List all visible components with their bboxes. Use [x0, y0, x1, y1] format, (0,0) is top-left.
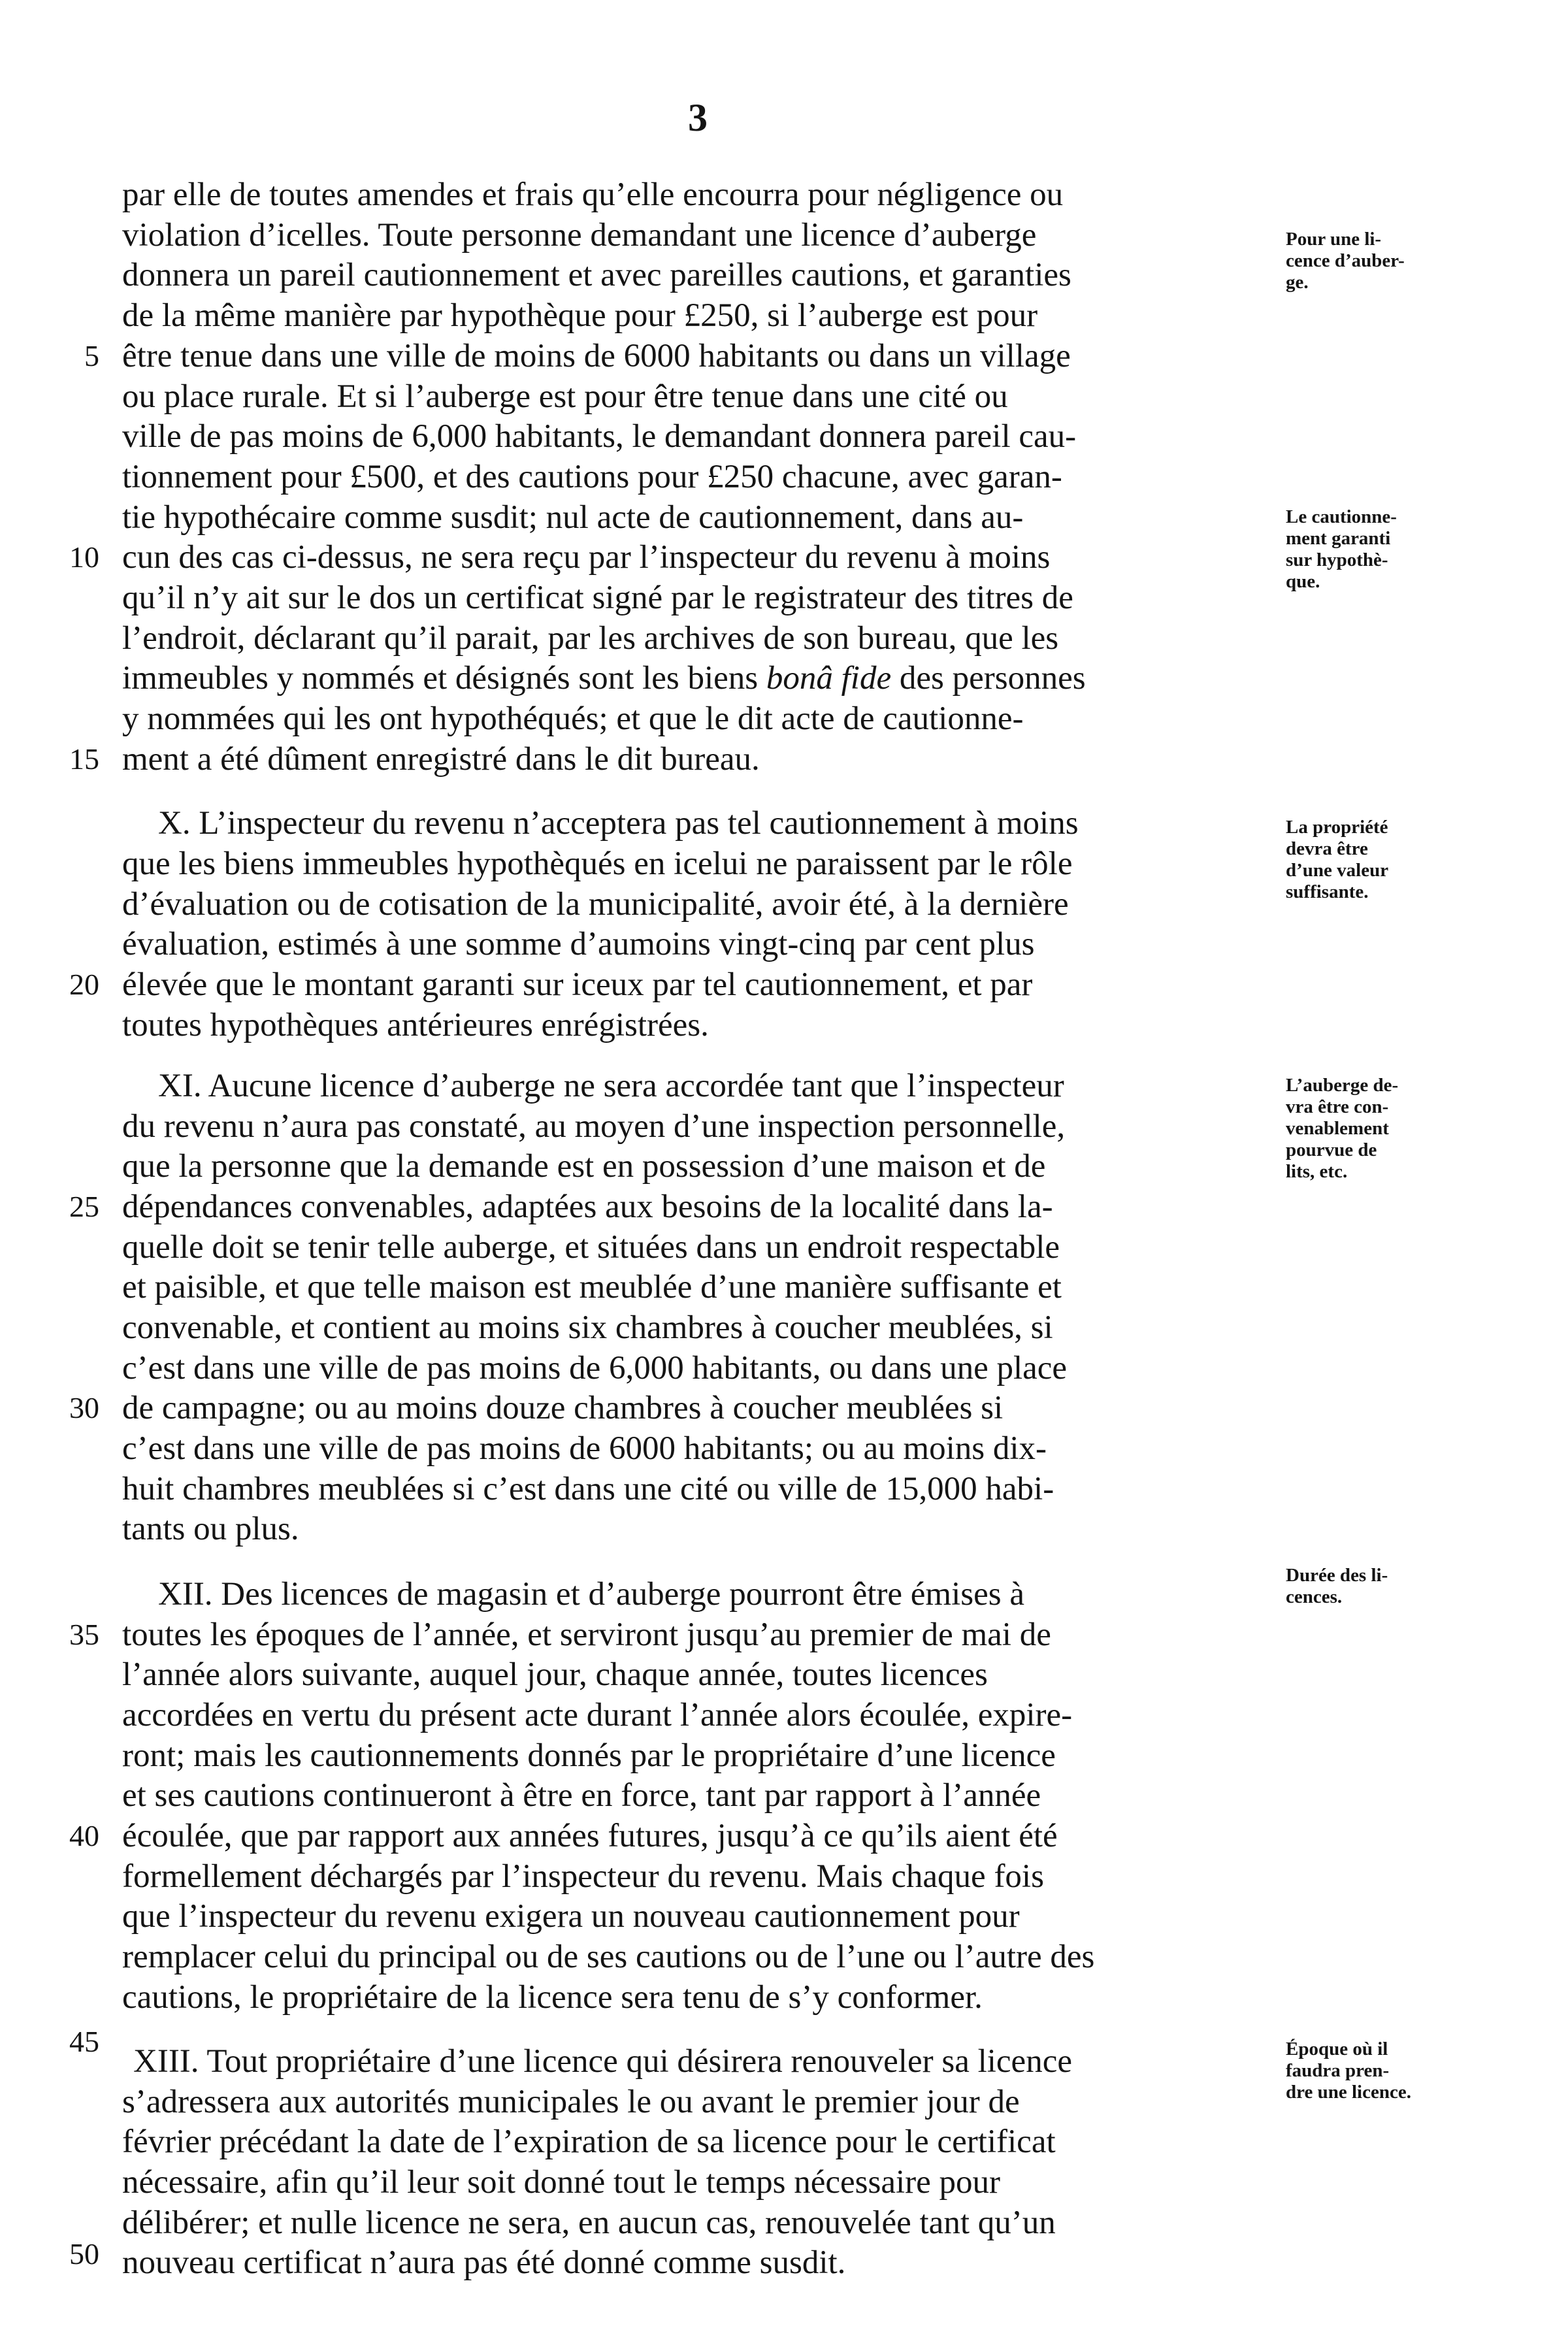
margin-note: suffisante.: [1286, 881, 1369, 902]
text-line: donnera un pareil cautionnement et avec pareilles cautions, et garanties: [122, 257, 1071, 293]
margin-note: d’une valeur: [1286, 860, 1389, 881]
text-line: que les biens immeubles hypothèqués en icelui ne paraissent par le rôle: [122, 845, 1073, 882]
margin-note: faudra pren-: [1286, 2060, 1390, 2081]
text-line: tants ou plus.: [122, 1511, 299, 1547]
text-line: accordées en vertu du présent acte durant l’année alors écoulée, expire-: [122, 1697, 1073, 1733]
text-line: ou place rurale. Et si l’auberge est pour être tenue dans une cité ou: [122, 378, 1008, 415]
text-line: l’endroit, déclarant qu’il parait, par les archives de son bureau, que les: [122, 620, 1059, 657]
line-number: 40: [69, 1819, 99, 1852]
margin-note: Époque où il: [1286, 2039, 1388, 2059]
text-line: ville de pas moins de 6,000 habitants, le demandant donnera pareil cau-: [122, 418, 1077, 455]
text-line: X. L’inspecteur du revenu n’acceptera pas tel cautionnement à moins: [158, 805, 1079, 842]
margin-note: dre une licence.: [1286, 2082, 1411, 2103]
text-line: qu’il n’y ait sur le dos un certificat signé par le registrateur des titres de: [122, 580, 1073, 616]
margin-note: Durée des li-: [1286, 1565, 1388, 1586]
text-line: convenable, et contient au moins six chambres à coucher meublées, si: [122, 1309, 1053, 1346]
line-number: 25: [69, 1190, 99, 1223]
text-line: être tenue dans une ville de moins de 6000 habitants ou dans un village: [122, 338, 1071, 374]
line-number: 10: [69, 540, 99, 574]
margin-note: cence d’auber-: [1286, 250, 1405, 271]
line-number: 15: [69, 742, 99, 776]
margin-note: cences.: [1286, 1586, 1343, 1607]
line-number: 30: [69, 1391, 99, 1424]
text-line: de la même manière par hypothèque pour £250, si l’auberge est pour: [122, 297, 1038, 334]
text-line: XII. Des licences de magasin et d’auberge pourront être émises à: [158, 1576, 1024, 1613]
text-line: tie hypothécaire comme susdit; nul acte de cautionnement, dans au-: [122, 499, 1024, 536]
text-line: dépendances convenables, adaptées aux besoins de la localité dans la-: [122, 1189, 1053, 1225]
text-line: février précédant la date de l’expiration de sa licence pour le certificat: [122, 2123, 1056, 2160]
margin-note: Le cautionne-: [1286, 506, 1397, 527]
text-line: délibérer; et nulle licence ne sera, en aucun cas, renouvelée tant qu’un: [122, 2205, 1056, 2241]
text-line: de campagne; ou au moins douze chambres à coucher meublées si: [122, 1390, 1004, 1426]
text-line: l’année alors suivante, auquel jour, chaque année, toutes licences: [122, 1656, 988, 1693]
text-line: toutes les époques de l’année, et serviront jusqu’au premier de mai de: [122, 1616, 1051, 1653]
line-number: 50: [69, 2237, 99, 2271]
text-line: nouveau certificat n’aura pas été donné comme susdit.: [122, 2244, 846, 2281]
text-line: ment a été dûment enregistré dans le dit bureau.: [122, 741, 760, 778]
margin-note: ge.: [1286, 272, 1309, 293]
line-number: 45: [69, 2025, 99, 2058]
text-line: que la personne que la demande est en possession d’une maison et de: [122, 1148, 1046, 1185]
text-line: immeubles y nommés et désignés sont les biens bonâ fide des personnes: [122, 660, 1086, 697]
text-line: remplacer celui du principal ou de ses cautions ou de l’une ou l’autre des: [122, 1939, 1095, 1975]
margin-note: que.: [1286, 571, 1320, 592]
text-line: s’adressera aux autorités municipales le ou avant le premier jour de: [122, 2084, 1020, 2120]
text-line: du revenu n’aura pas constaté, au moyen d’une inspection personnelle,: [122, 1108, 1066, 1145]
text-line: formellement déchargés par l’inspecteur du revenu. Mais chaque fois: [122, 1858, 1044, 1895]
text-line: et paisible, et que telle maison est meublée d’une manière suffisante et: [122, 1269, 1062, 1305]
text-line: évaluation, estimés à une somme d’aumoins vingt-cinq par cent plus: [122, 926, 1035, 962]
line-number: 5: [84, 339, 99, 372]
margin-note: L’auberge de-: [1286, 1075, 1399, 1096]
text-line: cautions, le propriétaire de la licence sera tenu de s’y conformer.: [122, 1979, 983, 2016]
line-number: 20: [69, 968, 99, 1001]
text-line: d’évaluation ou de cotisation de la municipalité, avoir été, à la dernière: [122, 886, 1069, 923]
margin-note: Pour une li-: [1286, 229, 1382, 250]
margin-note: vra être con-: [1286, 1096, 1389, 1117]
page-number: 3: [688, 96, 708, 139]
text-line: élevée que le montant garanti sur iceux par tel cautionnement, et par: [122, 966, 1033, 1003]
margin-note: pourvue de: [1286, 1139, 1377, 1160]
text-line: écoulée, que par rapport aux années futures, jusqu’à ce qu’ils aient été: [122, 1818, 1058, 1854]
text-line: quelle doit se tenir telle auberge, et situées dans un endroit respectable: [122, 1229, 1060, 1266]
text-line: toutes hypothèques antérieures enrégistrées.: [122, 1007, 709, 1043]
text-line: XI. Aucune licence d’auberge ne sera accordée tant que l’inspecteur: [158, 1068, 1064, 1104]
text-line: huit chambres meublées si c’est dans une cité ou ville de 15,000 habi-: [122, 1471, 1054, 1507]
text-line: cun des cas ci-dessus, ne sera reçu par l’inspecteur du revenu à moins: [122, 539, 1051, 576]
line-number: 35: [69, 1618, 99, 1651]
margin-note: venablement: [1286, 1118, 1389, 1139]
text-line: y nommées qui les ont hypothéqués; et que le dit acte de cautionne-: [122, 700, 1024, 737]
margin-note: sur hypothè-: [1286, 549, 1388, 570]
text-line: XIII. Tout propriétaire d’une licence qui désirera renouveler sa licence: [133, 2043, 1072, 2080]
text-line: tionnement pour £500, et des cautions pour £250 chacune, avec garan-: [122, 459, 1062, 495]
margin-note: lits, etc.: [1286, 1161, 1348, 1182]
text-line: violation d’icelles. Toute personne demandant une licence d’auberge: [122, 217, 1037, 254]
text-line: c’est dans une ville de pas moins de 6,000 habitants, ou dans une place: [122, 1350, 1068, 1386]
margin-note: La propriété: [1286, 817, 1388, 838]
margin-note: ment garanti: [1286, 528, 1391, 549]
text-line: nécessaire, afin qu’il leur soit donné tout le temps nécessaire pour: [122, 2164, 1000, 2201]
text-line: par elle de toutes amendes et frais qu’elle encourra pour négligence ou: [122, 176, 1064, 213]
text-line: que l’inspecteur du revenu exigera un nouveau cautionnement pour: [122, 1898, 1020, 1935]
text-line: et ses cautions continueront à être en force, tant par rapport à l’année: [122, 1777, 1041, 1814]
margin-note: devra être: [1286, 838, 1368, 859]
text-line: c’est dans une ville de pas moins de 6000 habitants; ou au moins dix-: [122, 1430, 1047, 1467]
text-line: ront; mais les cautionnements donnés par le propriétaire d’une licence: [122, 1737, 1056, 1774]
